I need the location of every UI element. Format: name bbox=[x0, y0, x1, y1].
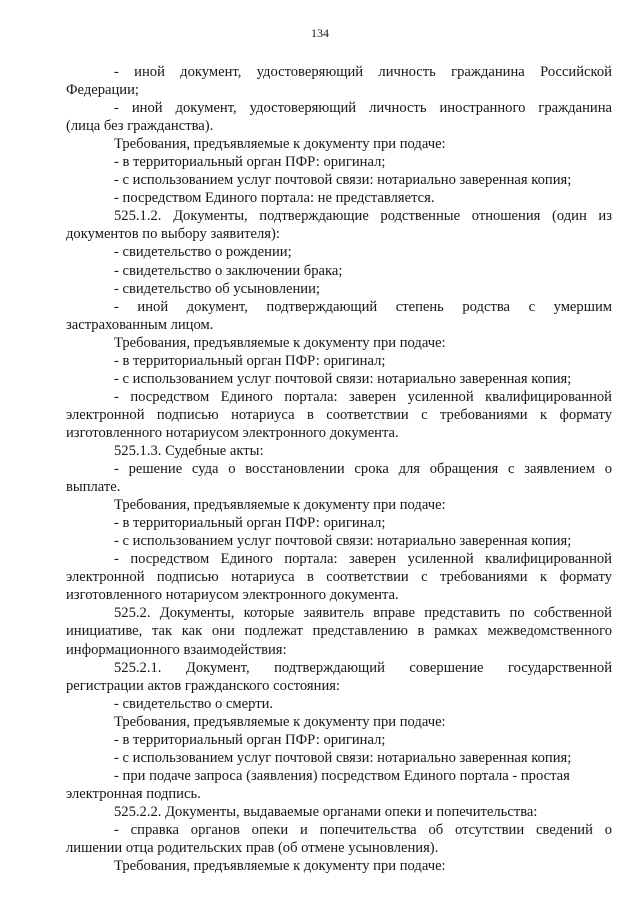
text-line: 525.1.3. Судебные акты: bbox=[114, 442, 264, 459]
text-line: Требования, предъявляемые к документу при подаче: bbox=[114, 713, 446, 730]
text-line: информационного взаимодействия: bbox=[66, 641, 287, 658]
text-line: - решение суда о восстановлении срока для обращения с заявлением о bbox=[114, 461, 612, 478]
text-line: (лица без гражданства). bbox=[66, 118, 214, 135]
text-line: электронной подписью нотариуса в соответствии с требованиями к формату bbox=[66, 569, 612, 586]
text-line: - иной документ, удостоверяющий личность иностранного гражданина bbox=[114, 100, 612, 117]
text-line: - свидетельство об усыновлении; bbox=[114, 280, 320, 297]
page-number: 134 bbox=[311, 26, 329, 40]
text-line: - посредством Единого портала: не представляется. bbox=[114, 190, 435, 207]
text-line: - с использованием услуг почтовой связи: нотариально заверенная копия; bbox=[114, 533, 572, 550]
text-line: Требования, предъявляемые к документу при подаче: bbox=[114, 334, 446, 351]
text-line: лишении отца родительских прав (об отмене усыновления). bbox=[66, 840, 439, 857]
text-line: изготовленного нотариусом электронного документа. bbox=[66, 587, 399, 604]
text-line: инициативе, так как они подлежат представлению в рамках межведомственного bbox=[66, 623, 612, 640]
text-line: - при подаче запроса (заявления) посредством Единого портала - простая bbox=[114, 767, 570, 784]
text-line: - в территориальный орган ПФР: оригинал; bbox=[114, 352, 386, 369]
text-line: - в территориальный орган ПФР: оригинал; bbox=[114, 154, 386, 171]
text-line: регистрации актов гражданского состояния: bbox=[66, 677, 341, 694]
text-line: застрахованным лицом. bbox=[66, 316, 214, 333]
text-line: Требования, предъявляемые к документу при подаче: bbox=[114, 136, 446, 153]
text-line: - с использованием услуг почтовой связи: нотариально заверенная копия; bbox=[114, 749, 572, 766]
text-line: Требования, предъявляемые к документу при подаче: bbox=[114, 858, 446, 875]
text-line: 525.2.1. Документ, подтверждающий совершение государственной bbox=[114, 659, 612, 676]
text-line: - иной документ, удостоверяющий личность гражданина Российской bbox=[114, 64, 612, 80]
text-line: - свидетельство о смерти. bbox=[114, 695, 274, 712]
text-line: Требования, предъявляемые к документу при подаче: bbox=[114, 497, 446, 514]
text-line: - посредством Единого портала: заверен усиленной квалифицированной bbox=[114, 551, 612, 568]
text-line: - с использованием услуг почтовой связи: нотариально заверенная копия; bbox=[114, 172, 572, 189]
text-line: 525.2.2. Документы, выдаваемые органами опеки и попечительства: bbox=[114, 803, 538, 820]
text-line: электронной подписью нотариуса в соответствии с требованиями к формату bbox=[66, 406, 612, 423]
text-line: - в территориальный орган ПФР: оригинал; bbox=[114, 731, 386, 748]
text-line: - свидетельство о рождении; bbox=[114, 244, 292, 261]
text-line: - иной документ, подтверждающий степень родства с умершим bbox=[114, 298, 612, 315]
text-line: изготовленного нотариусом электронного документа. bbox=[66, 424, 399, 441]
text-line: выплате. bbox=[66, 479, 121, 496]
text-line: - посредством Единого портала: заверен усиленной квалифицированной bbox=[114, 388, 612, 405]
text-line: - в территориальный орган ПФР: оригинал; bbox=[114, 515, 386, 532]
text-line: - свидетельство о заключении брака; bbox=[114, 262, 343, 279]
text-line: Федерации; bbox=[66, 82, 139, 99]
text-line: 525.2. Документы, которые заявитель вправе представить по собственной bbox=[114, 605, 612, 622]
text-line: документов по выбору заявителя): bbox=[66, 226, 280, 243]
text-line: - справка органов опеки и попечительства об отсутствии сведений о bbox=[114, 821, 612, 838]
text-line: - с использованием услуг почтовой связи: нотариально заверенная копия; bbox=[114, 370, 572, 387]
text-line: 525.1.2. Документы, подтверждающие родственные отношения (один из bbox=[114, 208, 612, 225]
document-body bbox=[0, 63, 640, 875]
text-line: электронная подпись. bbox=[66, 785, 201, 802]
